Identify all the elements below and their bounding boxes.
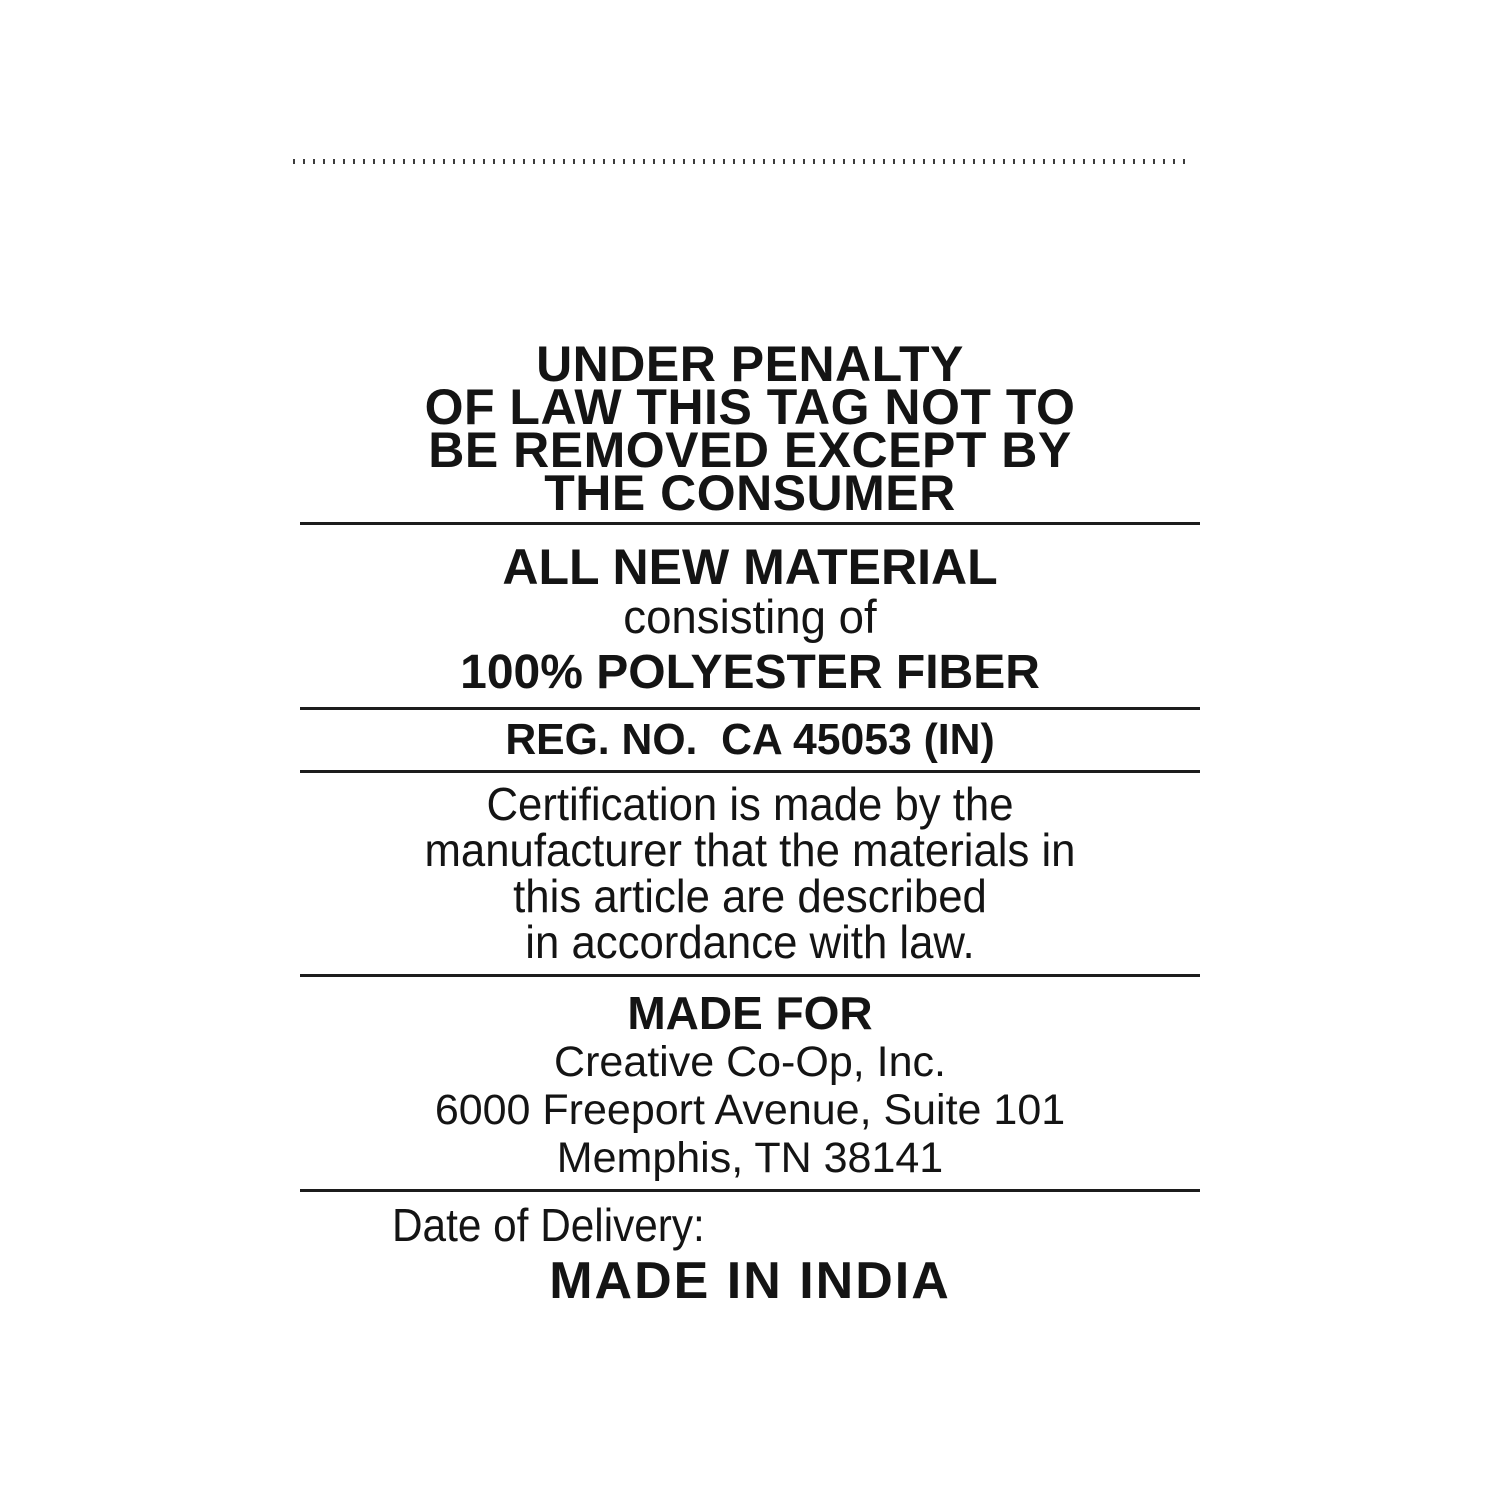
address-line-2: Memphis, TN 38141 bbox=[556, 1134, 944, 1182]
section-divider bbox=[300, 770, 1200, 773]
penalty-line: UNDER PENALTY bbox=[536, 336, 964, 392]
certification-statement bbox=[323, 778, 1178, 968]
material-subheading: consisting of bbox=[623, 590, 877, 643]
made-in-origin-label: MADE IN INDIA bbox=[549, 1252, 951, 1310]
certification-line: manufacturer that the materials in bbox=[424, 824, 1076, 876]
law-label bbox=[300, 0, 1200, 1309]
company-name: Creative Co-Op, Inc. bbox=[554, 1038, 946, 1086]
penalty-notice bbox=[300, 336, 1200, 521]
address-line-1: 6000 Freeport Avenue, Suite 101 bbox=[434, 1086, 1066, 1134]
made-for-heading: MADE FOR bbox=[627, 987, 873, 1039]
section-divider bbox=[300, 522, 1200, 525]
material-contents: 100% POLYESTER FIBER bbox=[460, 646, 1040, 699]
section-divider bbox=[300, 974, 1200, 977]
certification-line: in accordance with law. bbox=[525, 916, 975, 968]
material-section bbox=[300, 541, 1200, 699]
penalty-line: OF LAW THIS TAG NOT TO bbox=[424, 379, 1076, 435]
certification-line: Certification is made by the bbox=[486, 778, 1014, 830]
section-divider bbox=[300, 1189, 1200, 1192]
registration-number: REG. NO. CA 45053 (IN) bbox=[505, 715, 995, 764]
made-for-section bbox=[300, 988, 1200, 1182]
certification-line: this article are described bbox=[513, 870, 987, 922]
date-of-delivery-label: Date of Delivery: bbox=[392, 1199, 705, 1251]
penalty-line: BE REMOVED EXCEPT BY bbox=[428, 422, 1072, 478]
material-heading: ALL NEW MATERIAL bbox=[502, 539, 998, 595]
penalty-line: THE CONSUMER bbox=[544, 465, 956, 521]
section-divider bbox=[300, 707, 1200, 710]
